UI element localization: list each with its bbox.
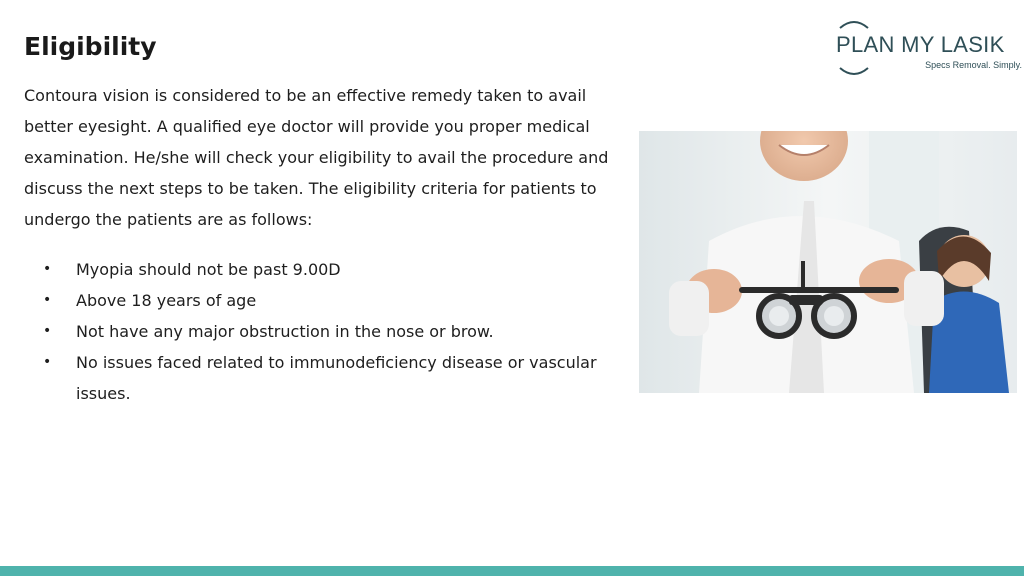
bullet-icon: • [43,323,52,339]
list-item [24,347,624,409]
bullet-icon: • [43,354,52,370]
criteria-text: Above 18 years of age [76,291,257,310]
intro-paragraph: Contoura vision is considered to be an effective remedy taken to avail better eyesight. A qualified eye doctor will provide you proper medical examination. He/she will check your eligibility to avail the procedure and discuss the next steps to be taken. The eligibility criteria for patients to undergo the patients are as follows: [24,86,609,229]
criteria-text: Myopia should not be past 9.00D [76,260,341,279]
bullet-icon: • [43,292,52,308]
eligibility-criteria-list [24,254,624,409]
criteria-text: No issues faced related to immunodeficiency disease or vascular issues. [76,353,597,403]
logo-tagline: Specs Removal. Simply. [925,60,1022,70]
bullet-icon: • [43,261,52,277]
doctor-photo [639,131,1017,393]
logo-name: PLAN MY LASIK [836,32,1005,57]
list-item [24,254,624,285]
criteria-text: Not have any major obstruction in the nose or brow. [76,322,494,341]
brand-logo [834,0,1024,108]
list-item [24,285,624,316]
list-item [24,316,624,347]
accent-bar [0,566,1024,576]
slide-title: Eligibility [24,32,157,61]
doctor-holding-trial-frame-image [639,131,1017,393]
